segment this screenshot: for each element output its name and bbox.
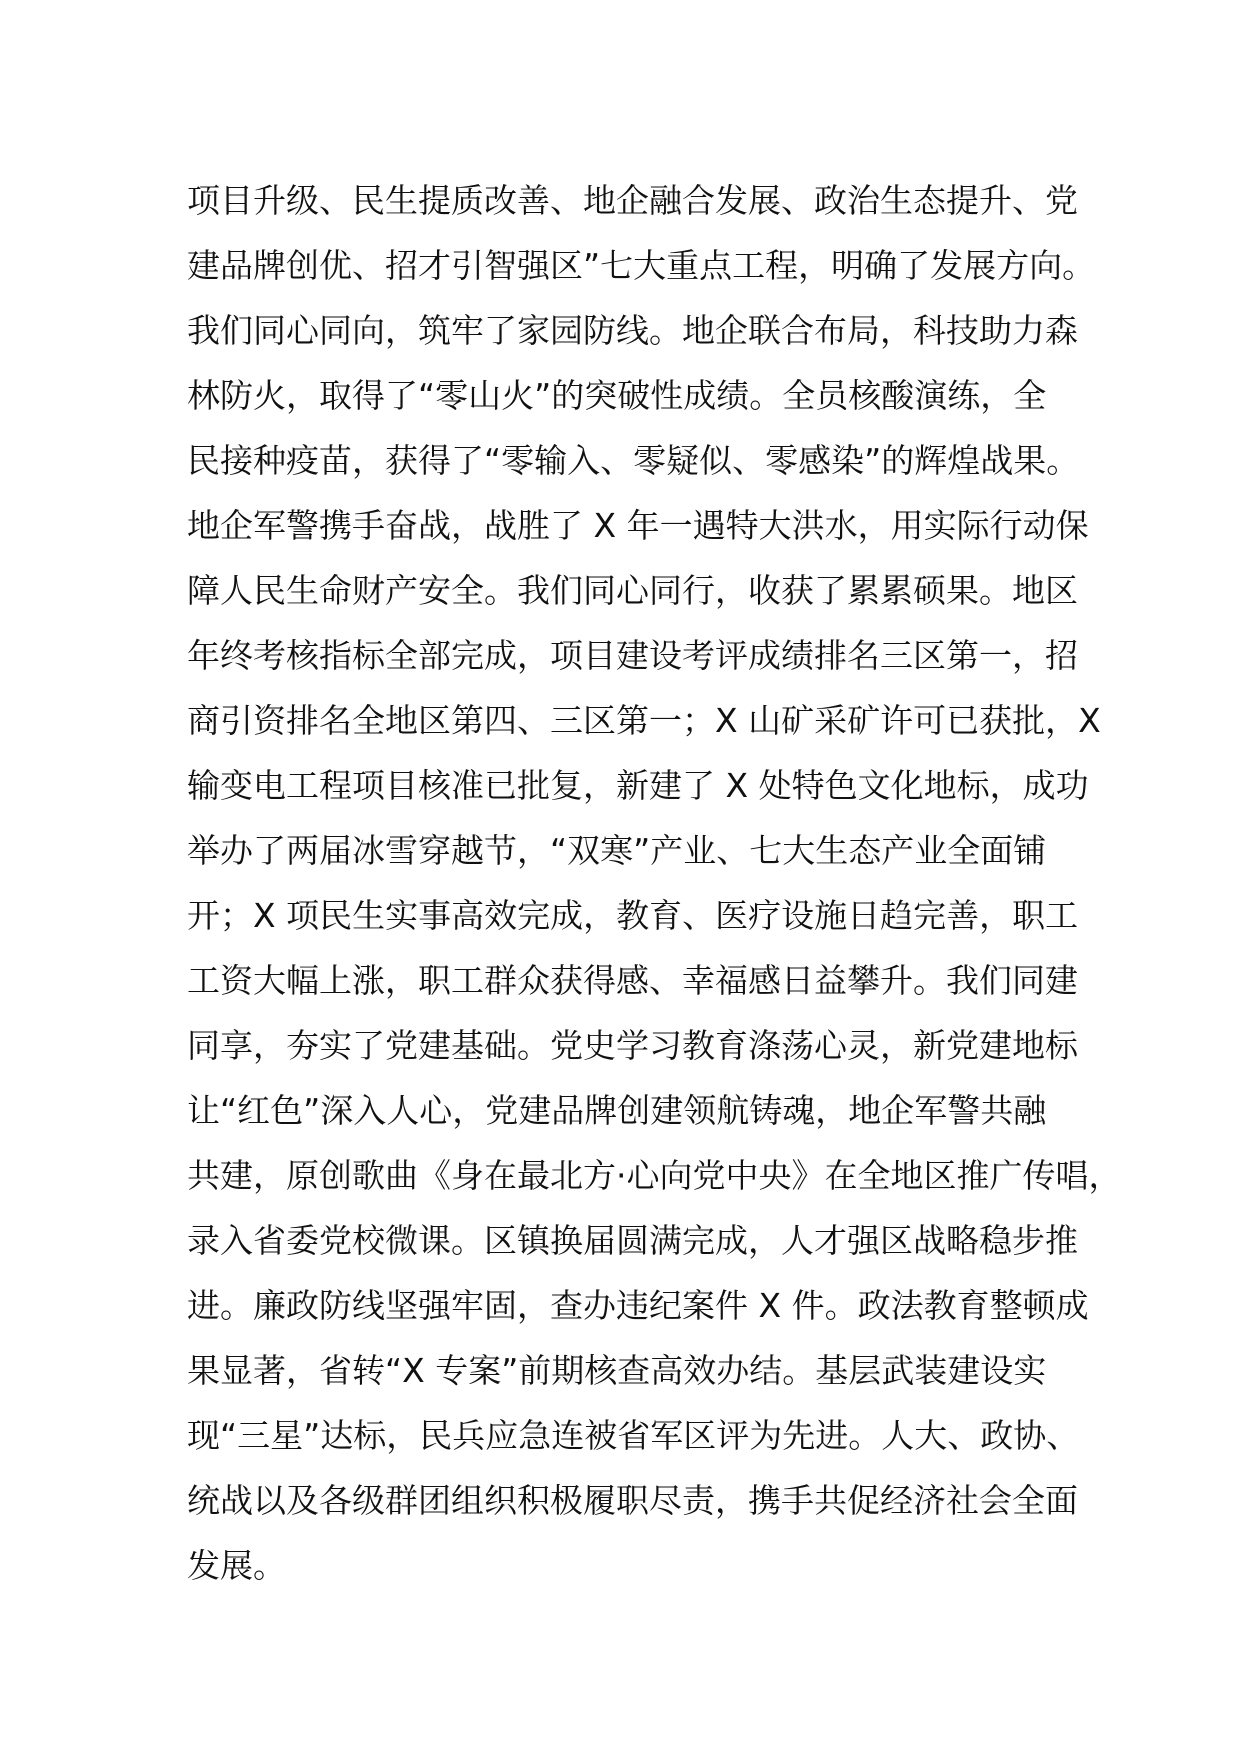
text-line: 让“红色”深入人心，党建品牌创建领航铸魂，地企军警共融 xyxy=(187,1091,1047,1130)
text-line: 同享，夯实了党建基础。党史学习教育涤荡心灵，新党建地标 xyxy=(187,1026,1078,1065)
text-line: 林防火，取得了“零山火”的突破性成绩。全员核酸演练，全 xyxy=(187,376,1047,415)
text-line: 共建，原创歌曲《身在最北方·心向党中央》在全地区推广传唱， xyxy=(187,1156,1122,1195)
text-line: 民接种疫苗，获得了“零输入、零疑似、零感染”的辉煌战果。 xyxy=(187,441,1080,480)
text-line: 地企军警携手奋战，战胜了 X 年一遇特大洪水，用实际行动保 xyxy=(187,506,1089,545)
text-line: 项目升级、民生提质改善、地企融合发展、政治生态提升、党 xyxy=(187,181,1078,220)
text-line: 果显著，省转“X 专案”前期核查高效办结。基层武装建设实 xyxy=(187,1351,1047,1390)
text-line: 现“三星”达标，民兵应急连被省军区评为先进。人大、政协、 xyxy=(187,1416,1080,1455)
text-line: 录入省委党校微课。区镇换届圆满完成，人才强区战略稳步推 xyxy=(187,1221,1078,1260)
text-line: 输变电工程项目核准已批复，新建了 X 处特色文化地标，成功 xyxy=(187,766,1089,805)
text-line: 我们同心同向，筑牢了家园防线。地企联合布局，科技助力森 xyxy=(187,311,1078,350)
body-paragraph xyxy=(187,168,1122,1598)
text-line: 开；X 项民生实事高效完成，教育、医疗设施日趋完善，职工 xyxy=(187,896,1079,935)
text-line: 发展。 xyxy=(187,1546,286,1585)
text-line: 工资大幅上涨，职工群众获得感、幸福感日益攀升。我们同建 xyxy=(187,961,1078,1000)
text-line: 障人民生命财产安全。我们同心同行，收获了累累硕果。地区 xyxy=(187,571,1078,610)
text-line: 建品牌创优、招才引智强区”七大重点工程，明确了发展方向。 xyxy=(187,246,1096,285)
text-line: 举办了两届冰雪穿越节，“双寒”产业、七大生态产业全面铺 xyxy=(187,831,1047,870)
text-line: 进。廉政防线坚强牢固，查办违纪案件 X 件。政法教育整顿成 xyxy=(187,1286,1089,1325)
text-line: 年终考核指标全部完成，项目建设考评成绩排名三区第一，招 xyxy=(187,636,1078,675)
text-line: 商引资排名全地区第四、三区第一；X 山矿采矿许可已获批，X xyxy=(187,701,1101,740)
text-line: 统战以及各级群团组织积极履职尽责，携手共促经济社会全面 xyxy=(187,1481,1078,1520)
